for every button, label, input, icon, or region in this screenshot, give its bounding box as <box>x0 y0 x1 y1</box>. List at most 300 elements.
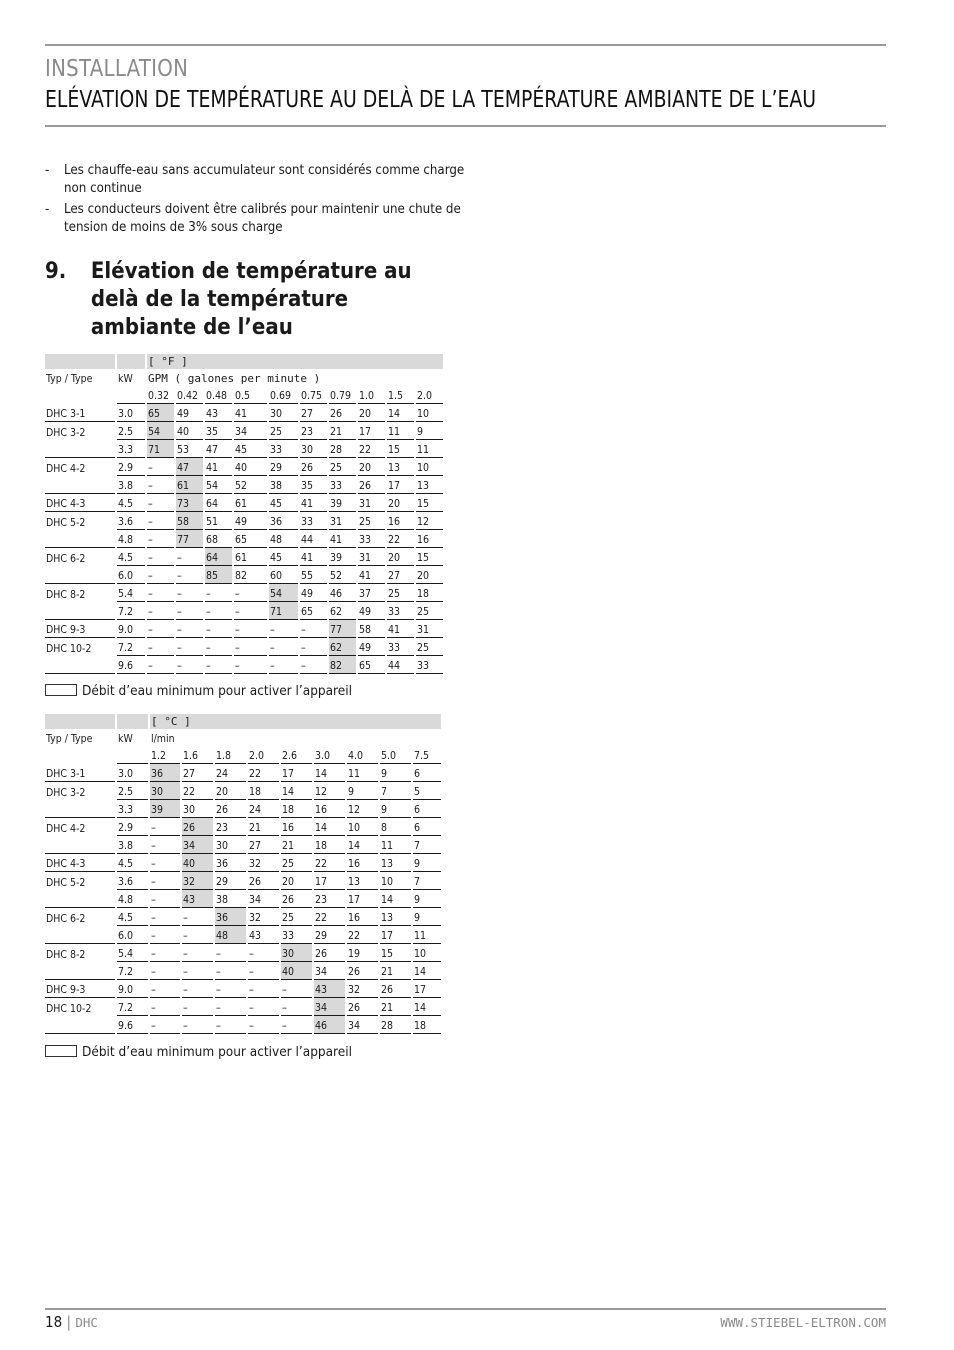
type-cell <box>45 836 115 854</box>
value-cell: 22 <box>314 854 345 872</box>
kw-cell: 9.0 <box>117 980 148 998</box>
value-cell: 60 <box>269 566 298 584</box>
value-cell: 33 <box>269 440 298 458</box>
kw-cell: 4.5 <box>117 854 148 872</box>
flow-value: 0.32 <box>147 386 174 404</box>
blank-cell <box>45 714 115 729</box>
value-cell: 25 <box>358 512 385 530</box>
value-cell: 16 <box>281 818 312 836</box>
value-cell: 21 <box>380 962 411 980</box>
bullet-item <box>45 162 465 197</box>
value-cell: – <box>281 1016 312 1034</box>
value-cell: 30 <box>215 836 246 854</box>
value-cell: 41 <box>329 530 356 548</box>
value-cell: 55 <box>300 566 327 584</box>
value-cell: 18 <box>281 800 312 818</box>
value-cell: 14 <box>413 998 441 1016</box>
min-flow-value: 71 <box>269 602 298 620</box>
min-flow-value: 85 <box>205 566 232 584</box>
legend <box>45 683 352 699</box>
value-cell: 12 <box>314 782 345 800</box>
value-cell: 14 <box>314 818 345 836</box>
value-cell: 34 <box>234 422 267 440</box>
value-cell: 16 <box>416 530 443 548</box>
value-cell: 9 <box>413 854 441 872</box>
value-cell: 20 <box>215 782 246 800</box>
value-cell: – <box>176 656 203 674</box>
value-cell: 20 <box>358 458 385 476</box>
value-cell: – <box>234 656 267 674</box>
header-rule-bottom <box>45 125 886 127</box>
value-cell: – <box>234 584 267 602</box>
min-flow-value: 61 <box>176 476 203 494</box>
flow-value: 7.5 <box>413 746 441 764</box>
value-cell: 20 <box>387 494 414 512</box>
value-cell: 21 <box>248 818 279 836</box>
type-cell: DHC 6-2 <box>46 553 86 565</box>
kw-cell: 4.8 <box>117 890 148 908</box>
min-flow-value: 36 <box>215 908 246 926</box>
value-cell: 65 <box>300 602 327 620</box>
table-row <box>45 566 443 584</box>
table-row <box>45 962 441 980</box>
value-cell: 20 <box>281 872 312 890</box>
footer-separator: | <box>66 1313 72 1331</box>
value-cell: – <box>176 602 203 620</box>
website-url: WWW.STIEBEL-ELTRON.COM <box>720 1315 886 1330</box>
value-cell: 14 <box>347 836 378 854</box>
value-cell: 15 <box>387 440 414 458</box>
value-cell: 58 <box>358 620 385 638</box>
value-cell: 22 <box>182 782 213 800</box>
table-row <box>45 404 443 422</box>
value-cell: 32 <box>347 980 378 998</box>
type-cell: DHC 3-1 <box>45 764 115 782</box>
type-cell: DHC 3-1 <box>45 404 115 422</box>
flow-header: l/min <box>151 733 175 745</box>
value-cell: 20 <box>387 548 414 566</box>
value-cell: 17 <box>358 422 385 440</box>
value-cell: 49 <box>358 602 385 620</box>
value-cell: 17 <box>380 926 411 944</box>
value-cell: 65 <box>234 530 267 548</box>
value-cell: 51 <box>205 512 232 530</box>
value-cell: 12 <box>347 800 378 818</box>
table-row <box>45 800 441 818</box>
value-cell: 14 <box>380 890 411 908</box>
flow-value: 2.0 <box>248 746 279 764</box>
value-cell: 32 <box>248 854 279 872</box>
value-cell: 49 <box>358 638 385 656</box>
value-cell: 13 <box>416 476 443 494</box>
unit-label: [ °C ] <box>150 714 441 729</box>
value-cell: – <box>150 944 180 962</box>
min-flow-value: 36 <box>150 764 180 782</box>
value-cell: – <box>248 944 279 962</box>
value-cell: 19 <box>347 944 378 962</box>
flow-value: 0.79 <box>329 386 356 404</box>
value-cell: – <box>182 980 213 998</box>
table-row <box>45 494 443 512</box>
type-cell: DHC 6-2 <box>46 913 86 925</box>
header-row <box>45 369 443 386</box>
value-cell: – <box>147 620 174 638</box>
value-cell: – <box>147 476 174 494</box>
type-cell <box>45 566 115 584</box>
value-cell: 9 <box>413 890 441 908</box>
value-cell: 20 <box>416 566 443 584</box>
type-header: Typ / Type <box>46 733 93 745</box>
table-row <box>45 836 441 854</box>
bullet-list <box>45 162 465 240</box>
value-cell: 38 <box>215 890 246 908</box>
flow-value: 5.0 <box>380 746 411 764</box>
table-row <box>45 422 443 440</box>
value-cell: 11 <box>380 836 411 854</box>
value-cell: 27 <box>300 404 327 422</box>
value-cell: 33 <box>329 476 356 494</box>
min-flow-value: 73 <box>176 494 203 512</box>
value-cell: – <box>248 962 279 980</box>
min-flow-value: 82 <box>329 656 356 674</box>
value-cell: 9 <box>413 908 441 926</box>
table-row <box>45 458 443 476</box>
type-cell <box>45 926 115 944</box>
value-cell: 6 <box>413 800 441 818</box>
value-cell: 33 <box>416 656 443 674</box>
legend-swatch <box>45 684 77 696</box>
value-cell: 7 <box>413 836 441 854</box>
value-cell: 13 <box>380 854 411 872</box>
value-cell: 29 <box>314 926 345 944</box>
flow-value: 0.42 <box>176 386 203 404</box>
type-cell <box>45 800 115 818</box>
value-cell: 18 <box>248 782 279 800</box>
value-cell: 28 <box>380 1016 411 1034</box>
value-cell: – <box>182 944 213 962</box>
value-cell: 18 <box>314 836 345 854</box>
value-cell: – <box>300 620 327 638</box>
value-cell: 61 <box>234 494 267 512</box>
kw-cell: 9.6 <box>117 656 145 674</box>
value-cell: 62 <box>329 602 356 620</box>
value-cell: 61 <box>234 548 267 566</box>
value-cell: 33 <box>387 602 414 620</box>
value-cell: 65 <box>358 656 385 674</box>
footer-rule <box>45 1308 886 1310</box>
value-cell: 33 <box>358 530 385 548</box>
value-cell: – <box>150 854 180 872</box>
value-cell: 11 <box>387 422 414 440</box>
value-cell: 27 <box>387 566 414 584</box>
value-cell: 31 <box>358 548 385 566</box>
value-cell: – <box>248 1016 279 1034</box>
type-cell: DHC 8-2 <box>46 949 86 961</box>
value-cell: – <box>147 584 174 602</box>
value-cell: 68 <box>205 530 232 548</box>
min-flow-value: 39 <box>150 800 180 818</box>
type-cell: DHC 5-2 <box>46 877 86 889</box>
value-cell: 22 <box>387 530 414 548</box>
value-cell: – <box>234 602 267 620</box>
value-cell: 33 <box>387 638 414 656</box>
min-flow-value: 58 <box>176 512 203 530</box>
value-cell: 26 <box>347 998 378 1016</box>
min-flow-value: 40 <box>281 962 312 980</box>
value-cell: – <box>150 908 180 926</box>
kw-cell: 4.8 <box>117 530 145 548</box>
value-cell: 41 <box>300 548 327 566</box>
kw-cell: 3.8 <box>117 836 148 854</box>
table-row <box>45 512 443 530</box>
type-cell: DHC 4-2 <box>46 463 86 475</box>
type-cell: DHC 4-3 <box>45 494 115 512</box>
value-cell: 15 <box>380 944 411 962</box>
kw-header: kW <box>118 373 133 385</box>
min-flow-value: 64 <box>205 548 232 566</box>
value-cell: 21 <box>380 998 411 1016</box>
kw-cell: 2.5 <box>117 782 148 800</box>
value-cell: 7 <box>380 782 411 800</box>
value-cell: 33 <box>281 926 312 944</box>
value-cell: – <box>150 890 180 908</box>
value-cell: 52 <box>234 476 267 494</box>
value-cell: 14 <box>413 962 441 980</box>
value-cell: 26 <box>358 476 385 494</box>
flow-header: GPM ( galones per minute ) <box>148 372 321 385</box>
value-cell: 26 <box>329 404 356 422</box>
kw-cell: 3.6 <box>117 512 145 530</box>
value-cell: 27 <box>248 836 279 854</box>
value-cell: – <box>215 980 246 998</box>
value-cell: 45 <box>234 440 267 458</box>
value-cell: 26 <box>380 980 411 998</box>
table-row <box>45 782 441 800</box>
value-cell: 10 <box>416 404 443 422</box>
table-row <box>45 944 441 962</box>
value-cell: – <box>182 926 213 944</box>
value-cell: – <box>182 962 213 980</box>
value-cell: 11 <box>347 764 378 782</box>
value-cell: 27 <box>182 764 213 782</box>
value-cell: 44 <box>300 530 327 548</box>
table-row <box>45 926 441 944</box>
min-flow-value: 62 <box>329 638 356 656</box>
value-cell: 14 <box>281 782 312 800</box>
value-cell: 26 <box>248 872 279 890</box>
value-cell: 9 <box>347 782 378 800</box>
table-row <box>45 908 441 926</box>
bullet-marker: - <box>45 202 50 217</box>
legend-text: Débit d’eau minimum pour activer l’appareil <box>82 683 352 699</box>
value-cell: 82 <box>234 566 267 584</box>
flow-value: 0.5 <box>234 386 267 404</box>
value-cell: – <box>205 602 232 620</box>
value-cell: – <box>176 620 203 638</box>
type-cell: DHC 3-2 <box>46 787 86 799</box>
value-cell: – <box>205 638 232 656</box>
kw-cell: 6.0 <box>117 566 145 584</box>
flow-value: 2.0 <box>416 386 443 404</box>
value-cell: 10 <box>416 458 443 476</box>
type-cell: DHC 10-2 <box>46 643 92 655</box>
table-row <box>45 476 443 494</box>
value-cell: – <box>147 494 174 512</box>
value-cell: 17 <box>347 890 378 908</box>
value-cell: 64 <box>205 494 232 512</box>
min-flow-value: 46 <box>314 1016 345 1034</box>
value-cell: – <box>205 584 232 602</box>
min-flow-value: 43 <box>314 980 345 998</box>
type-cell: DHC 10-2 <box>46 1003 92 1015</box>
value-cell: – <box>150 980 180 998</box>
table-row <box>45 602 443 620</box>
type-cell <box>45 962 115 980</box>
blank-cell <box>45 746 115 764</box>
kw-cell: 6.0 <box>117 926 148 944</box>
min-flow-value: 30 <box>150 782 180 800</box>
temperature-table-fahrenheit <box>43 354 445 674</box>
value-cell: 22 <box>248 764 279 782</box>
value-cell: – <box>182 908 213 926</box>
value-cell: 52 <box>329 566 356 584</box>
kw-cell: 5.4 <box>117 944 148 962</box>
value-cell: 16 <box>387 512 414 530</box>
table-row <box>45 530 443 548</box>
value-cell: 25 <box>281 854 312 872</box>
value-cell: – <box>234 638 267 656</box>
type-cell <box>45 890 115 908</box>
min-flow-value: 40 <box>182 854 213 872</box>
value-cell: 34 <box>347 1016 378 1034</box>
footer-left <box>45 1313 98 1331</box>
value-cell: – <box>234 620 267 638</box>
value-cell: 8 <box>380 818 411 836</box>
kw-cell: 4.5 <box>117 548 145 566</box>
min-flow-value: 34 <box>182 836 213 854</box>
kw-cell: 2.9 <box>117 818 148 836</box>
value-cell: 45 <box>269 494 298 512</box>
value-cell: 47 <box>205 440 232 458</box>
value-cell: – <box>269 638 298 656</box>
value-cell: 39 <box>329 494 356 512</box>
section-heading-text: Elévation de température au delà de la température ambiante de l’eau <box>90 259 412 340</box>
value-cell: – <box>150 998 180 1016</box>
table-row <box>45 998 441 1016</box>
blank-cell <box>117 354 145 369</box>
value-cell: 9 <box>380 764 411 782</box>
kw-cell: 3.8 <box>117 476 145 494</box>
table-row <box>45 854 441 872</box>
value-cell: 14 <box>387 404 414 422</box>
flow-row <box>45 386 443 404</box>
min-flow-value: 77 <box>176 530 203 548</box>
min-flow-value: 77 <box>329 620 356 638</box>
value-cell: 22 <box>314 908 345 926</box>
value-cell: – <box>215 998 246 1016</box>
value-cell: – <box>215 944 246 962</box>
flow-value: 0.48 <box>205 386 232 404</box>
type-cell: DHC 9-3 <box>45 620 115 638</box>
kw-cell: 9.0 <box>117 620 145 638</box>
value-cell: 36 <box>215 854 246 872</box>
min-flow-value: 71 <box>147 440 174 458</box>
value-cell: 11 <box>413 926 441 944</box>
value-cell: 17 <box>413 980 441 998</box>
value-cell: – <box>147 512 174 530</box>
value-cell: 17 <box>387 476 414 494</box>
kw-cell: 7.2 <box>117 602 145 620</box>
min-flow-value: 30 <box>281 944 312 962</box>
value-cell: – <box>147 566 174 584</box>
value-cell: 16 <box>347 908 378 926</box>
value-cell: 24 <box>248 800 279 818</box>
value-cell: – <box>182 1016 213 1034</box>
flow-value: 1.8 <box>215 746 246 764</box>
value-cell: 26 <box>215 800 246 818</box>
type-cell: DHC 9-3 <box>45 980 115 998</box>
section-number: 9. <box>45 259 67 284</box>
type-cell <box>45 1016 115 1034</box>
value-cell: 41 <box>358 566 385 584</box>
value-cell: 9 <box>416 422 443 440</box>
value-cell: 18 <box>413 1016 441 1034</box>
kw-cell: 7.2 <box>117 638 145 656</box>
table-row <box>45 890 441 908</box>
kw-cell: 3.3 <box>117 800 148 818</box>
value-cell: 22 <box>347 926 378 944</box>
value-cell: 35 <box>205 422 232 440</box>
value-cell: 25 <box>329 458 356 476</box>
type-cell <box>45 656 115 674</box>
value-cell: – <box>300 638 327 656</box>
value-cell: – <box>300 656 327 674</box>
blank-cell <box>117 714 148 729</box>
value-cell: 43 <box>205 404 232 422</box>
min-flow-value: 32 <box>182 872 213 890</box>
kw-cell: 3.3 <box>117 440 145 458</box>
flow-value: 2.6 <box>281 746 312 764</box>
legend-swatch <box>45 1045 77 1057</box>
min-flow-value: 48 <box>215 926 246 944</box>
kw-cell: 7.2 <box>117 998 148 1016</box>
value-cell: 21 <box>281 836 312 854</box>
value-cell: 9 <box>380 800 411 818</box>
value-cell: 37 <box>358 584 385 602</box>
value-cell: 26 <box>281 890 312 908</box>
value-cell: – <box>150 872 180 890</box>
table-row <box>45 818 441 836</box>
value-cell: – <box>150 818 180 836</box>
value-cell: – <box>182 998 213 1016</box>
value-cell: 41 <box>205 458 232 476</box>
value-cell: 35 <box>300 476 327 494</box>
type-cell: DHC 8-2 <box>46 589 86 601</box>
value-cell: 17 <box>314 872 345 890</box>
value-cell: 29 <box>215 872 246 890</box>
value-cell: 25 <box>416 602 443 620</box>
value-cell: – <box>176 566 203 584</box>
type-header: Typ / Type <box>46 373 93 385</box>
type-cell: DHC 4-3 <box>45 854 115 872</box>
value-cell: 31 <box>416 620 443 638</box>
value-cell: – <box>215 1016 246 1034</box>
value-cell: 15 <box>416 548 443 566</box>
value-cell: 30 <box>269 404 298 422</box>
unit-row <box>45 354 443 369</box>
type-cell: DHC 4-2 <box>46 823 86 835</box>
value-cell: 41 <box>234 404 267 422</box>
